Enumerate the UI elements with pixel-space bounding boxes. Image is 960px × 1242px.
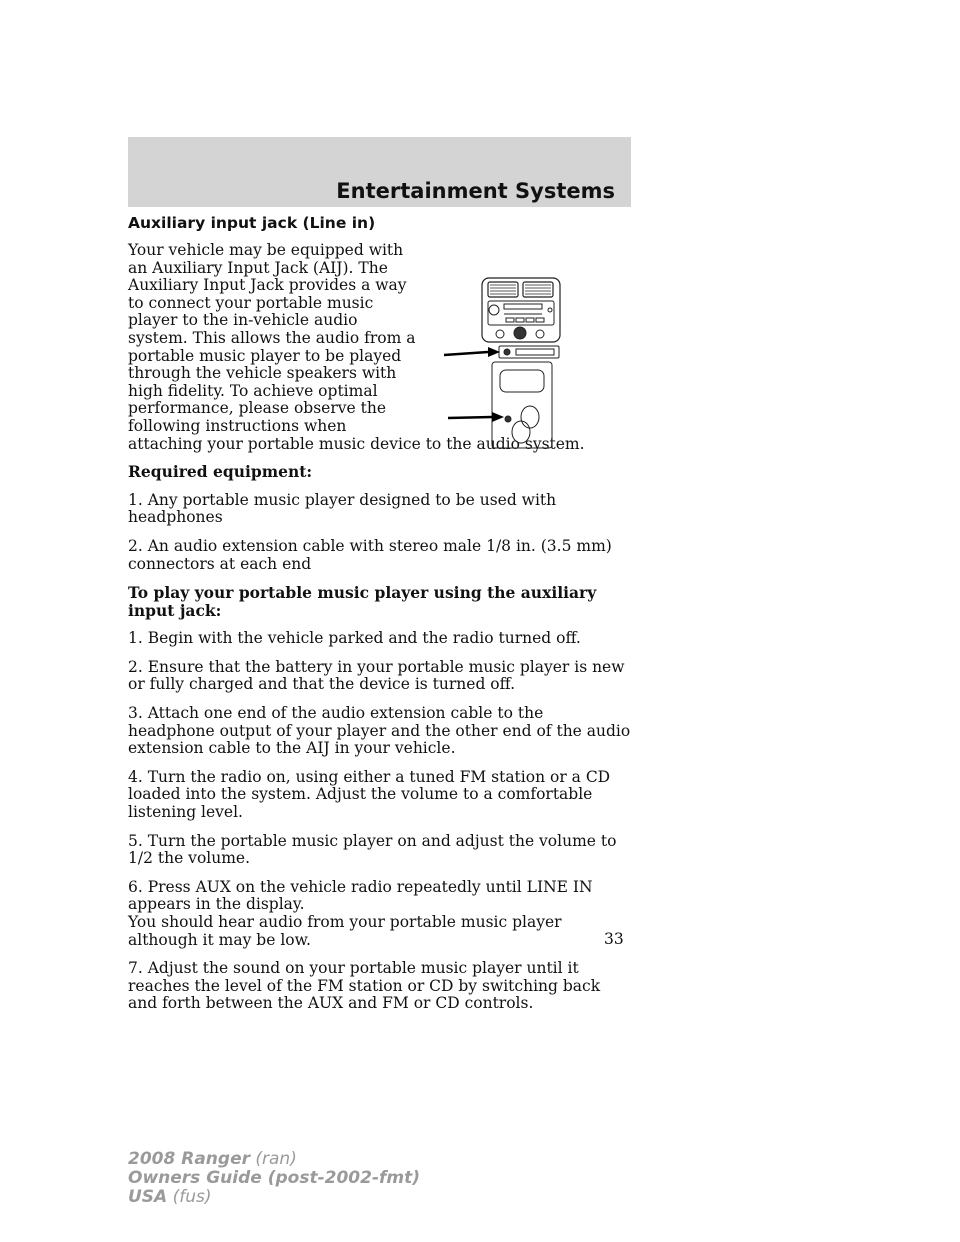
intro-block bbox=[128, 242, 633, 453]
section-heading: Auxiliary input jack (Line in) bbox=[128, 214, 376, 232]
intro-line: following instructions when bbox=[128, 416, 347, 435]
instruction-step: 2. Ensure that the battery in your portable music player is new or fully charged and that the device is turned off. bbox=[128, 657, 625, 694]
intro-line: player to the in-vehicle audio bbox=[128, 311, 358, 330]
footer-guide: Owners Guide (post-2002-fmt) bbox=[128, 1168, 421, 1188]
instruction-step: 3. Attach one end of the audio extension cable to the headphone output of your player and the other end of the audio extension cable to the AIJ in your vehicle. bbox=[128, 704, 631, 758]
chapter-title: Entertainment Systems bbox=[336, 179, 615, 203]
intro-line: to connect your portable music bbox=[128, 293, 374, 312]
document-footer bbox=[128, 1150, 420, 1207]
page-content bbox=[128, 214, 633, 1024]
instruction-note: You should hear audio from your portable music player although it may be low. bbox=[128, 913, 562, 949]
header-band bbox=[128, 137, 631, 207]
intro-line: system. This allows the audio from a bbox=[128, 328, 416, 347]
instruction-step: 6. Press AUX on the vehicle radio repeatedly until LINE IN appears in the display. bbox=[128, 877, 593, 914]
intro-line: portable music player to be played bbox=[128, 346, 402, 365]
footer-model-code: (ran) bbox=[255, 1149, 297, 1169]
required-item: 1. Any portable music player designed to be used with headphones bbox=[128, 490, 557, 527]
instructions-heading: To play your portable music player using the auxiliary input jack: bbox=[128, 583, 597, 620]
required-item: 2. An audio extension cable with stereo male 1/8 in. (3.5 mm) connectors at each end bbox=[128, 536, 612, 573]
footer-market-code: (fus) bbox=[172, 1187, 212, 1207]
footer-model: 2008 Ranger bbox=[128, 1149, 250, 1169]
required-heading: Required equipment: bbox=[128, 462, 313, 482]
intro-line: performance, please observe the bbox=[128, 399, 386, 418]
instruction-step: 5. Turn the portable music player on and adjust the volume to 1/2 the volume. bbox=[128, 831, 617, 868]
instruction-step: 7. Adjust the sound on your portable music player until it reaches the level of the FM station or CD by switching back and forth between the AUX and FM or CD controls. bbox=[128, 959, 601, 1013]
footer-market: USA bbox=[128, 1187, 168, 1207]
intro-line: Your vehicle may be equipped with bbox=[128, 241, 404, 259]
instruction-step: 1. Begin with the vehicle parked and the radio turned off. bbox=[128, 629, 581, 648]
instruction-step: 4. Turn the radio on, using either a tuned FM station or a CD loaded into the system. Adjust the volume to a comfortable listening level. bbox=[128, 767, 611, 822]
intro-line: Auxiliary Input Jack provides a way bbox=[128, 276, 407, 295]
intro-line: an Auxiliary Input Jack (AIJ). The bbox=[128, 258, 388, 277]
intro-line: attaching your portable music device to the audio system. bbox=[128, 434, 585, 453]
console-aux-jack-illustration bbox=[444, 272, 564, 452]
intro-line: through the vehicle speakers with bbox=[128, 364, 397, 383]
footer-line-market bbox=[128, 1188, 420, 1207]
page-number: 33 bbox=[604, 930, 624, 948]
intro-line: high fidelity. To achieve optimal bbox=[128, 381, 378, 400]
footer-line-model bbox=[128, 1150, 420, 1169]
